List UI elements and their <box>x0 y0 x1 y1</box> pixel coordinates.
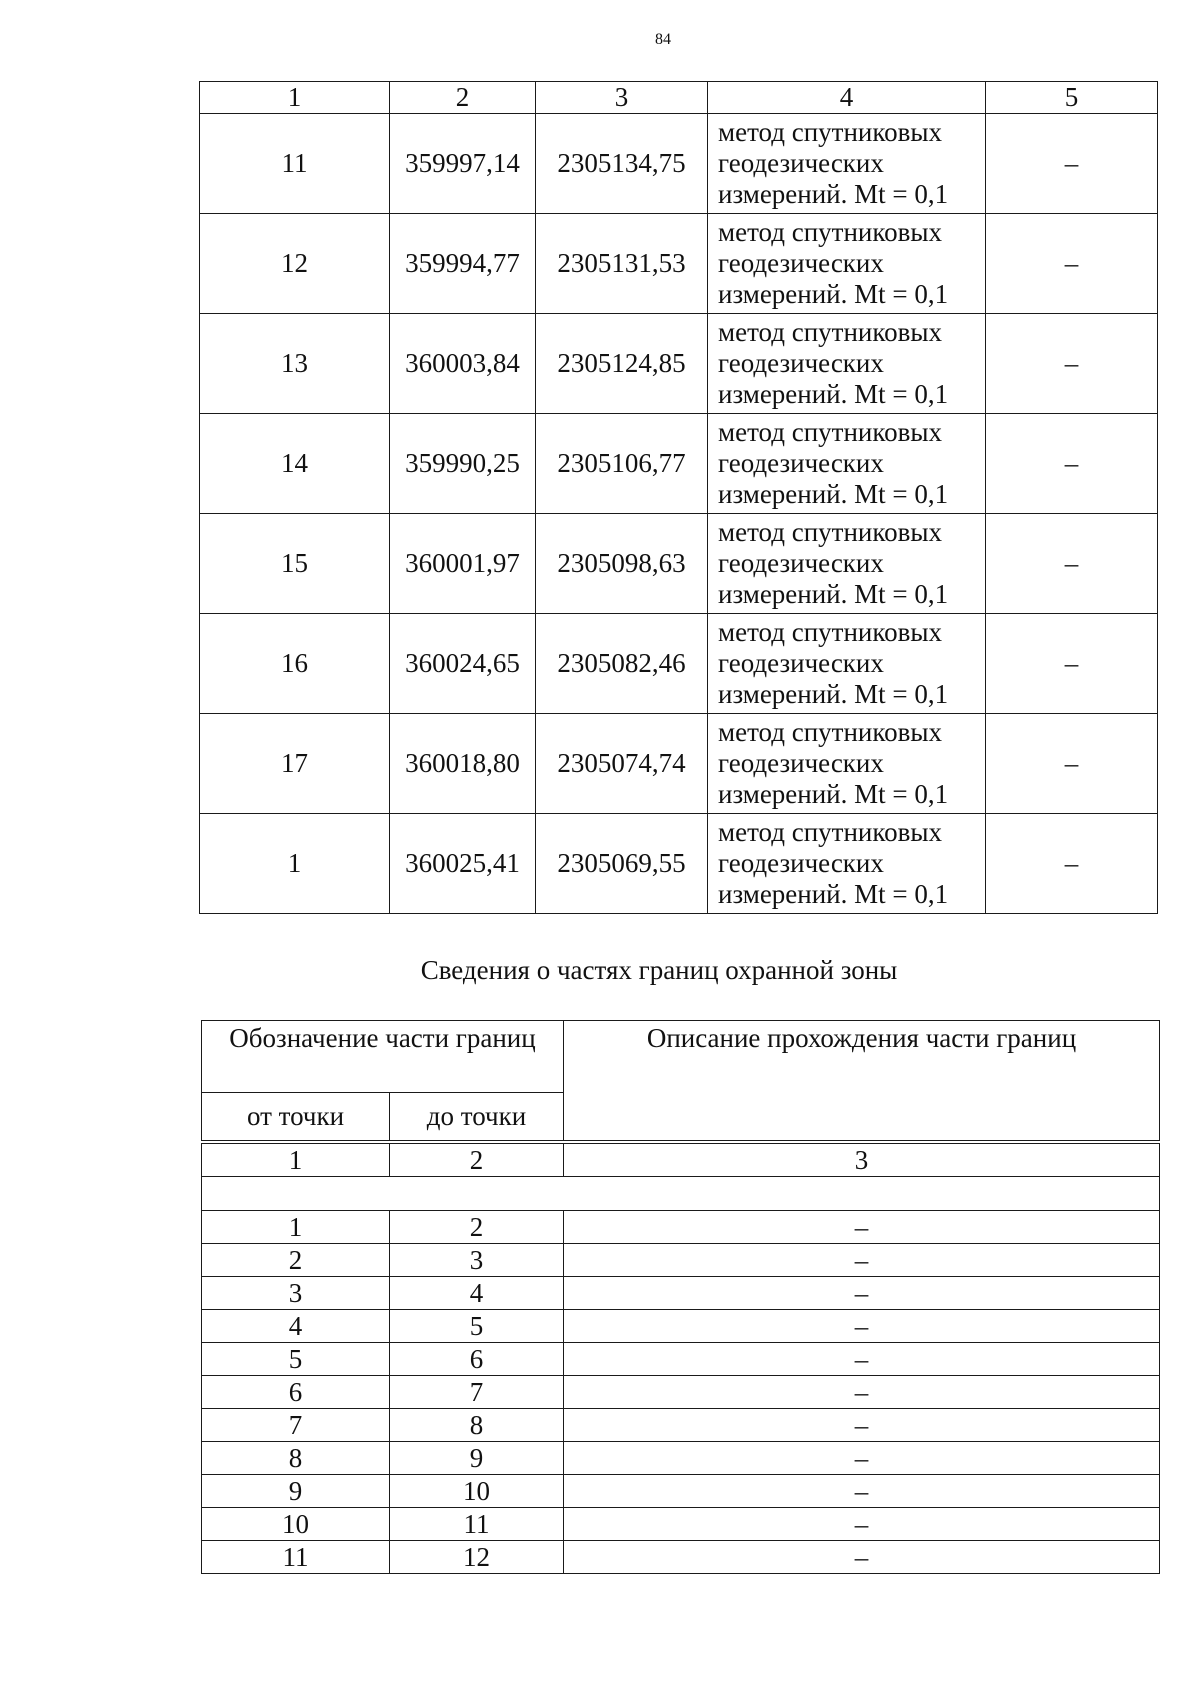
method-line: геодезических <box>718 148 884 178</box>
to-point-cell: 11 <box>390 1508 564 1541</box>
boundary-part-designation-header: Обозначение части границ <box>202 1021 564 1093</box>
method-cell <box>708 414 986 514</box>
x-coordinate-cell: 359994,77 <box>390 214 536 314</box>
from-point-cell: 7 <box>202 1409 390 1442</box>
parts-table-header <box>201 1020 1160 1141</box>
parts-column-number-row <box>202 1144 1160 1177</box>
description-cell: – <box>986 414 1158 514</box>
to-point-header: до точки <box>390 1093 564 1141</box>
from-point-cell: 8 <box>202 1442 390 1475</box>
parts-row <box>202 1508 1160 1541</box>
to-point-cell: 12 <box>390 1541 564 1574</box>
method-line: измерений. Mt = 0,1 <box>718 379 949 409</box>
y-coordinate-cell: 2305082,46 <box>536 614 708 714</box>
coordinates-table <box>199 81 1158 914</box>
section-title: Сведения о частях границ охранной зоны <box>420 955 898 985</box>
method-line: геодезических <box>718 848 884 878</box>
method-line: геодезических <box>718 748 884 778</box>
part-description-cell: – <box>564 1277 1160 1310</box>
x-coordinate-cell: 360025,41 <box>390 814 536 914</box>
y-coordinate-cell: 2305069,55 <box>536 814 708 914</box>
coords-row <box>200 314 1158 414</box>
method-line: метод спутниковых <box>718 617 942 647</box>
coords-row <box>200 414 1158 514</box>
method-line: метод спутниковых <box>718 817 942 847</box>
point-number-cell: 12 <box>200 214 390 314</box>
point-number-cell: 14 <box>200 414 390 514</box>
coords-row <box>200 714 1158 814</box>
description-cell: – <box>986 314 1158 414</box>
column-number-header: 2 <box>390 82 536 114</box>
method-cell <box>708 114 986 214</box>
method-cell <box>708 314 986 414</box>
parts-row <box>202 1277 1160 1310</box>
part-description-cell: – <box>564 1409 1160 1442</box>
from-point-cell: 1 <box>202 1211 390 1244</box>
coords-row <box>200 814 1158 914</box>
boundary-part-description-header: Описание прохождения части границ <box>564 1021 1160 1141</box>
method-line: геодезических <box>718 248 884 278</box>
parts-row <box>202 1475 1160 1508</box>
from-point-cell: 3 <box>202 1277 390 1310</box>
to-point-cell: 5 <box>390 1310 564 1343</box>
y-coordinate-cell: 2305134,75 <box>536 114 708 214</box>
column-number-header: 5 <box>986 82 1158 114</box>
part-description-cell: – <box>564 1541 1160 1574</box>
column-number-header: 3 <box>536 82 708 114</box>
column-number-header: 4 <box>708 82 986 114</box>
method-line: измерений. Mt = 0,1 <box>718 279 949 309</box>
method-line: метод спутниковых <box>718 217 942 247</box>
from-point-cell: 4 <box>202 1310 390 1343</box>
from-point-header: от точки <box>202 1093 390 1141</box>
parts-row <box>202 1211 1160 1244</box>
point-number-cell: 17 <box>200 714 390 814</box>
method-line: измерений. Mt = 0,1 <box>718 779 949 809</box>
coords-row <box>200 614 1158 714</box>
description-cell: – <box>986 814 1158 914</box>
to-point-cell: 8 <box>390 1409 564 1442</box>
y-coordinate-cell: 2305098,63 <box>536 514 708 614</box>
point-number-cell: 15 <box>200 514 390 614</box>
method-cell <box>708 614 986 714</box>
x-coordinate-cell: 360003,84 <box>390 314 536 414</box>
method-cell <box>708 214 986 314</box>
column-number-header: 1 <box>202 1144 390 1177</box>
from-point-cell: 9 <box>202 1475 390 1508</box>
parts-row <box>202 1541 1160 1574</box>
parts-row <box>202 1442 1160 1475</box>
method-line: геодезических <box>718 648 884 678</box>
x-coordinate-cell: 359990,25 <box>390 414 536 514</box>
method-line: геодезических <box>718 348 884 378</box>
page-number: 84 <box>655 31 671 48</box>
point-number-cell: 16 <box>200 614 390 714</box>
parts-table <box>201 1143 1160 1574</box>
x-coordinate-cell: 360001,97 <box>390 514 536 614</box>
to-point-cell: 7 <box>390 1376 564 1409</box>
description-cell: – <box>986 114 1158 214</box>
from-point-cell: 2 <box>202 1244 390 1277</box>
to-point-cell: 10 <box>390 1475 564 1508</box>
from-point-cell: 11 <box>202 1541 390 1574</box>
part-description-cell: – <box>564 1244 1160 1277</box>
part-description-cell: – <box>564 1442 1160 1475</box>
column-number-header: 3 <box>564 1144 1160 1177</box>
column-number-header: 1 <box>200 82 390 114</box>
coords-row <box>200 514 1158 614</box>
x-coordinate-cell: 360024,65 <box>390 614 536 714</box>
method-cell <box>708 514 986 614</box>
method-line: измерений. Mt = 0,1 <box>718 579 949 609</box>
method-line: измерений. Mt = 0,1 <box>718 179 949 209</box>
to-point-cell: 3 <box>390 1244 564 1277</box>
empty-cell <box>202 1177 1160 1211</box>
method-cell <box>708 714 986 814</box>
column-number-header: 2 <box>390 1144 564 1177</box>
method-line: измерений. Mt = 0,1 <box>718 479 949 509</box>
method-line: измерений. Mt = 0,1 <box>718 679 949 709</box>
to-point-cell: 6 <box>390 1343 564 1376</box>
y-coordinate-cell: 2305124,85 <box>536 314 708 414</box>
parts-header-row <box>202 1021 1160 1093</box>
method-line: метод спутниковых <box>718 517 942 547</box>
from-point-cell: 10 <box>202 1508 390 1541</box>
description-cell: – <box>986 614 1158 714</box>
point-number-cell: 1 <box>200 814 390 914</box>
y-coordinate-cell: 2305106,77 <box>536 414 708 514</box>
description-cell: – <box>986 214 1158 314</box>
coords-row <box>200 114 1158 214</box>
point-number-cell: 13 <box>200 314 390 414</box>
method-cell <box>708 814 986 914</box>
part-description-cell: – <box>564 1508 1160 1541</box>
y-coordinate-cell: 2305074,74 <box>536 714 708 814</box>
from-point-cell: 6 <box>202 1376 390 1409</box>
parts-row <box>202 1343 1160 1376</box>
parts-body <box>202 1144 1160 1574</box>
y-coordinate-cell: 2305131,53 <box>536 214 708 314</box>
coordinates-body <box>200 114 1158 914</box>
part-description-cell: – <box>564 1310 1160 1343</box>
description-cell: – <box>986 714 1158 814</box>
parts-row <box>202 1310 1160 1343</box>
parts-row <box>202 1376 1160 1409</box>
method-line: метод спутниковых <box>718 317 942 347</box>
x-coordinate-cell: 359997,14 <box>390 114 536 214</box>
parts-row <box>202 1244 1160 1277</box>
part-description-cell: – <box>564 1376 1160 1409</box>
part-description-cell: – <box>564 1343 1160 1376</box>
from-point-cell: 5 <box>202 1343 390 1376</box>
part-description-cell: – <box>564 1211 1160 1244</box>
method-line: метод спутниковых <box>718 717 942 747</box>
method-line: метод спутниковых <box>718 117 942 147</box>
x-coordinate-cell: 360018,80 <box>390 714 536 814</box>
to-point-cell: 4 <box>390 1277 564 1310</box>
description-cell: – <box>986 514 1158 614</box>
parts-row <box>202 1409 1160 1442</box>
method-line: геодезических <box>718 548 884 578</box>
to-point-cell: 2 <box>390 1211 564 1244</box>
method-line: измерений. Mt = 0,1 <box>718 879 949 909</box>
method-line: метод спутниковых <box>718 417 942 447</box>
coordinates-header-row <box>200 82 1158 114</box>
point-number-cell: 11 <box>200 114 390 214</box>
to-point-cell: 9 <box>390 1442 564 1475</box>
coords-row <box>200 214 1158 314</box>
part-description-cell: – <box>564 1475 1160 1508</box>
method-line: геодезических <box>718 448 884 478</box>
parts-empty-row <box>202 1177 1160 1211</box>
